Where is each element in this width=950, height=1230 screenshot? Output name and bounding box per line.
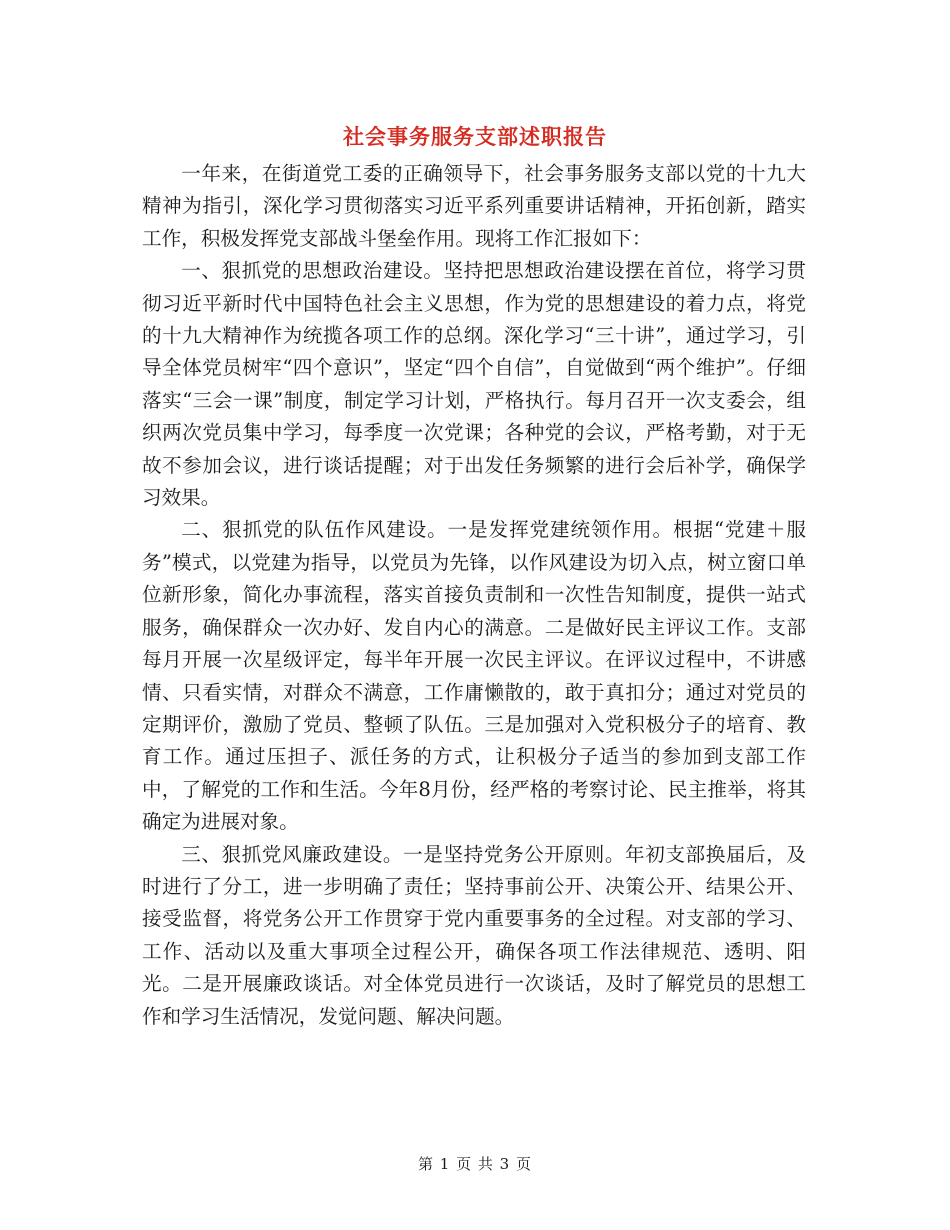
page-footer: 第 1 页 共 3 页 [418,1155,532,1173]
paragraph-intro: 一年来，在街道党工委的正确领导下，社会事务服务支部以党的十九大精神为指引，深化学习贯彻落实习近平系列重要讲话精神，开拓创新，踏实工作，积极发挥党支部战斗堡垒作用。现将工作汇报如下： [142,162,806,250]
document-title: 社会事务服务支部述职报告 [343,124,607,150]
document-body [142,158,806,1033]
paragraph-ideological-building: 一、狠抓党的思想政治建设。坚持把思想政治建设摆在首位，将学习贯彻习近平新时代中国特色社会主义思想，作为党的思想建设的着力点，将党的十九大精神作为统揽各项工作的总纲。深化学习“三十讲”，通过学习，引导全体党员树牢“四个意识”，坚定“四个自信”，自觉做到“两个维护”。仔细落实“三会一课”制度，制定学习计划，严格执行。每月召开一次支委会，组织两次党员集中学习，每季度一次党课；各种党的会议，严格考勤，对于无故不参加会议，进行谈话提醒；对于出发任务频繁的进行会后补学，确保学习效果。 [142,259,806,510]
paragraph-team-style-building: 二、狠抓党的队伍作风建设。一是发挥党建统领作用。根据“党建＋服务”模式，以党建为指导，以党员为先锋，以作风建设为切入点，树立窗口单位新形象，简化办事流程，落实首接负责制和一次性告知制度，提供一站式服务，确保群众一次办好、发自内心的满意。二是做好民主评议工作。支部每月开展一次星级评定，每半年开展一次民主评议。在评议过程中，不讲感情、只看实情，对群众不满意，工作庸懒散的，敢于真扣分；通过对党员的定期评价，激励了党员、整顿了队伍。三是加强对入党积极分子的培育、教育工作。通过压担子、派任务的方式，让积极分子适当的参加到支部工作中，了解党的工作和生活。今年8月份，经严格的考察讨论、民主推举，将其确定为进展对象。 [142,518,806,834]
paragraph-integrity-building: 三、狠抓党风廉政建设。一是坚持党务公开原则。年初支部换届后，及时进行了分工，进一步明确了责任；坚持事前公开、决策公开、结果公开、接受监督，将党务公开工作贯穿于党内重要事务的全过程。对支部的学习、工作、活动以及重大事项全过程公开，确保各项工作法律规范、透明、阳光。二是开展廉政谈话。对全体党员进行一次谈话，及时了解党员的思想工作和学习生活情况，发觉问题、解决问题。 [142,842,806,1028]
